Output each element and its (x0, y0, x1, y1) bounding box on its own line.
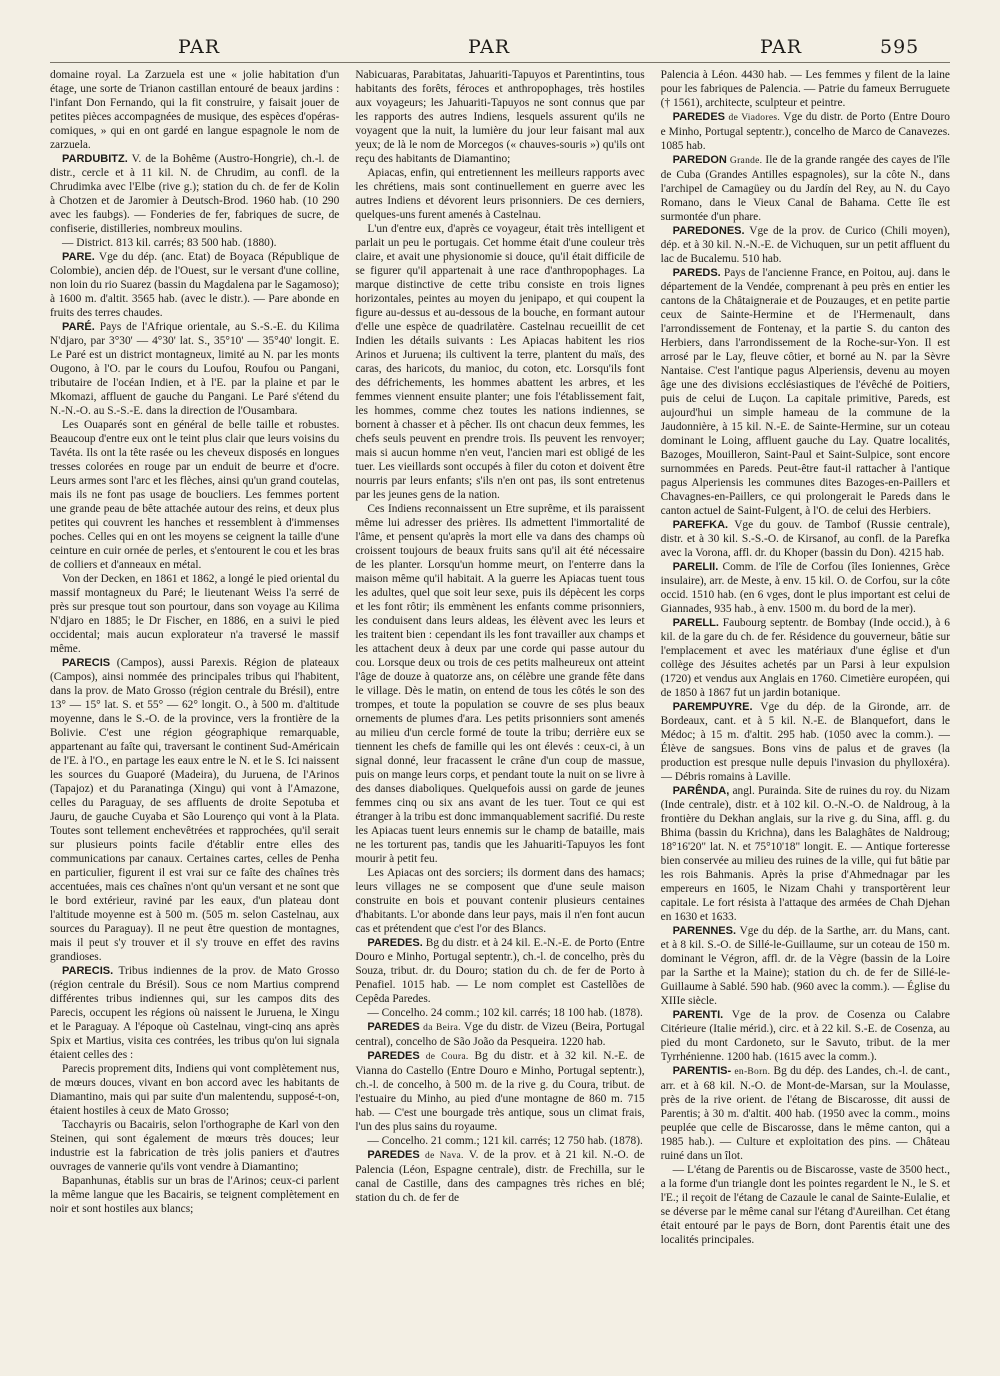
paragraph (50, 1118, 339, 1174)
entry-text: Les Ouaparés sont en général de belle taille et robustes. Beaucoup d'entre eux ont le teint plus clair que leurs voisins du Tavéta. Ils ont la tête rasée ou les cheveux disposés en longues tresses colorées en rouge par un enduit de beurre et d'ocre. Leurs armes sont l'arc et les flèches, ainsi qu'un grand coutelas, mais ils ne font pas usage de boucliers. Les femmes portent une grande peau de bête attachée autour des reins, et deux plus petites qui couvrent les hanches et ressemblent à d'immenses poches. Celles qui en ont les moyens se ceignent la taille d'une ceinture en cuir ornée de perles, et s'entourent le cou et les bras de colliers et d'anneaux en métal. (50, 419, 340, 571)
entry-text: — L'étang de Parentis ou de Biscarosse, vaste de 3500 hect., a la forme d'un triangle dont les pointes regardent le N., le S. et l'E.; il reçoit de l'étang de Cazaule le canal de Sainte-Eulalie, et se déverse par le même canal sur l'étang d'Aureilhan. Cet étang était entouré par le pays de Born, dont Parentis était une des localités principales. (660, 1164, 950, 1246)
dictionary-entry (661, 224, 950, 266)
entry-text: Vge du distr. de Porto (Entre Douro e Minho, Portugal septentr.), concelho de Marco de Canavezes. 1085 hab. (660, 111, 950, 152)
entry-text: Tribus indiennes de la prov. de Mato Grosso (région centrale du Brésil). Sous ce nom Martius comprend différentes tribus indiennes qui, sur les campos dits des Parecis, occupent les régions où naissent le Juruena, le Xingu et le Paraguay. A l'époque où Castelnau, vingt-cinq ans après Spix et Martius, visita ces contrées, les tribus qu'on lui signala étaient celles des : (50, 965, 340, 1061)
entry-text: Bg du distr. et à 32 kil. N.-E. de Vianna do Castello (Entre Douro e Minho, Portugal septentr.), ch.-l. de concelho, à 500 m. de la rive g. du Coura, tribut. de l'estuaire du Minho, au pied d'une montagne de 860 m. 715 hab. — C'est une bourgade très antique, sous un climat frais, l'un des plus sains du royaume. (355, 1050, 645, 1133)
paragraph (50, 68, 339, 152)
entry-text: Vge du dép. (anc. Etat) de Boyaca (République de Colombie), ancien dép. de l'Ouest, sur le versant d'une colline, non loin du rio Suarez (bassin du Magdalena par le Sagamoso); à 1600 m. d'altit. 3565 hab. (avec le distr.). — Pare abonde en fruits des terres chaudes. (50, 251, 340, 319)
entry-text: V. de la prov. et à 21 kil. N.-O. de Palencia (Léon, Espagne centrale), distr. de Frechilla, sur le canal de Castille, dans des campagnes très riches en blé; station du ch. de fer de (355, 1149, 645, 1204)
entry-text: Faubourg septentr. de Bombay (Inde occid.), à 6 kil. de la gare du ch. de fer. Résidence du gouverneur, bâtie sur l'emplacement et avec les matériaux d'une église et d'un collège des Jésuites achetés par un Parsi à leur expulsion (1720) et vendus aux Anglais en 1760. Cimetière européen, qui de 1850 à 1867 fut un jardin botanique. (660, 617, 950, 699)
running-head-left: PAR (178, 36, 221, 58)
entry-text: Vge du gouv. de Tambof (Russie centrale), distr. et à 30 kil. S.-S.-O. de Kirsanof, au confl. de la Parefka avec la Vorona, affl. dr. du Khoper (bassin du Don). 4215 hab. (660, 519, 950, 559)
dictionary-entry (355, 1148, 644, 1205)
entry-text: Les Apiacas ont des sorciers; ils dorment dans des hamacs; leurs villages ne se composent que d'une seule maison construite en bois et pouvant contenir plusieurs centaines d'habitants. L'or abonde dans leur pays, mais il n'en font aucun cas et prétendent que c'est l'or des Blancs. (355, 867, 645, 935)
entry-text: Parecis proprement dits, Indiens qui vont complètement nus, de mœurs douces, vivant en bon accord avec les habitants de Diamantino, mais qui par suite d'un malentendu, supposé-t-on, étaient hostiles à ceux de Mato Grosso; (50, 1063, 340, 1117)
entry-headword: PAREFKA. (672, 519, 729, 531)
dictionary-entry (661, 784, 950, 924)
entry-headword: PARDUBITZ. (62, 153, 128, 165)
dictionary-entry (355, 1020, 644, 1049)
column-right (661, 68, 950, 1358)
entry-headword: PARECIS. (62, 965, 114, 977)
entry-text: Comm. de l'île de Corfou (îles Ioniennes, Grèce insulaire), arr. de Meste, à env. 15 kil. O. de Corfou, sur la côte occid. 1510 hab. (en 6 vges, dont le plus important est celui de Giannades, 935 hab., à env. 1500 m. du bord de la mer). (660, 561, 950, 615)
paragraph (50, 1174, 339, 1216)
entry-text: Bg du dép. des Landes, ch.-l. de cant., arr. et à 68 kil. N.-O. de Mont-de-Marsan, sur la Moulasse, près de la rive orient. de l'étang de Biscarosse, dit aussi de Parentis; à 30 m. d'altit. 400 hab. (1950 avec la comm., moins peuplée que celle de Biscarosse, dans le même canton, qui a 1985 hab.). — Culture et exploitation des pins. — Château ruiné dans un îlot. (660, 1065, 950, 1162)
entry-text: L'un d'entre eux, d'après ce voyageur, était très intelligent et parlait un peu le portugais. Cet homme était d'une couleur très claire, et avait une physionomie si douce, qu'il était difficile de se figurer qu'il appartenait à une race d'anthropophages. La marque distinctive de cette tribu consiste en trois lignes horizontales, peintes au moyen du jenipapo, et qui coupent la figure au-dessus et au-dessous de la bouche, en formant autour d'elle une espèce de quadrilatère. Castelnau recueillit de cet Indien les détails suivants : Les Apiacas habitent les rios Arinos et Juruena; ils cultivent la terre, plantent du maïs, des caras, des haricots, du manioc, du coton, etc. Lorsqu'ils font des défrichements, les hommes abattent les arbres, et les femmes viennent ensuite planter; une fois l'établissement fait, les hommes, comme chez toutes les nations indiennes, se bornent à chasser et à pêcher. Ils ont chacun deux femmes, les chefs seuls peuvent en prendre trois. Ils peuvent les renvoyer; mais si aucun homme n'en veut, l'ancien mari est obligé de les tuer. Les vieillards sont occupés à filer du coton et doivent être nourris par leurs enfants; s'ils n'en ont pas, ils sont entretenus par les jeunes gens de la nation. (355, 223, 645, 501)
paragraph (355, 502, 644, 866)
dictionary-entry (661, 924, 950, 1008)
dictionary-entry (50, 656, 339, 964)
entry-headword: PAREDS. (672, 267, 721, 279)
column-left (50, 68, 339, 1358)
paragraph (355, 1006, 644, 1020)
entry-text: Pays de l'ancienne France, en Poitou, auj. dans le département de la Vendée, comprenant à peu près en entier les cantons de la Châtaigneraie et de Pouzauges, et en petite partie ceux de Sainte-Hermine et de l'Hermenault, dans l'arrondissement de Fontenay, et la partie S. du canton des Herbiers, dans l'arrondissement de la Roche-sur-Yon. Il est arrosé par le Lay, fleuve côtier, et borné au N. par la Sèvre Nantaise. C'est l'antique pagus Alperiensis, devenu au moyen âge une des divisions ecclésiastiques de l'évêché de Poitiers, puis de celui de Luçon. La capitale primitive, Pareds, est aujourd'hui un simple hameau de la commune de la Jaudonnière, à 15 kil. N.-E. de Sainte-Hermine, sur un coteau dominant le Loing, affluent gauche du Lay. Quatre localités, Bazoges, Mouilleron, Saint-Paul et Saint-Sulpice, sont encore surnommées en Pareds. Peut-être faut-il rattacher à l'antique pagus Alperiensis les communes dites Bazoges-en-Paillers et Chavagnes-en-Paillers, ce qui prolongerait le Pareds dans le canton actuel de Saint-Fulgent, à l'O. de celui des Herbiers. (660, 267, 950, 517)
entry-headword: PAREDES (672, 111, 726, 123)
dictionary-entry (355, 1049, 644, 1134)
dictionary-entry (661, 266, 950, 518)
paragraph (355, 866, 644, 936)
entry-text: — Concelho. 21 comm.; 121 kil. carrés; 12 750 hab. (1878). (367, 1135, 643, 1147)
entry-headword: PAREDES (367, 1021, 420, 1033)
entry-text: Bapanhunas, établis sur un bras de l'Arinos; ceux-ci parlent la même langue que les Bacairis, se teignent complètement en noir et sont hostiles aux blancs; (50, 1175, 340, 1215)
entry-text: Nabicuaras, Parabitatas, Jahuariti-Tapuyos et Parentintins, tous habitants des forêts, féroces et anthropophages, très hostiles aux voyageurs; les Jahuariti-Tapuyos ne sont connus que par les rapports des autres Indiens, lesquels assurent qu'ils ne voyagent que la nuit, la lumière du jour leur faisant mal aux yeux; de là le nom de Morcegos (« chauves-souris ») qu'ils ont reçu des habitants de Diamantino; (355, 69, 645, 165)
entry-headword: PAREDONES. (672, 225, 745, 237)
running-head-center: PAR (468, 36, 511, 58)
entry-headword: PARECIS (62, 657, 111, 669)
entry-text: Apiacas, enfin, qui entretiennent les meilleurs rapports avec les chrétiens, mais sont continuellement en guerre avec les autres Indiens et dévorent leurs prisonniers. De ces derniers, quelques-uns furent amenés à Castelnau. (355, 167, 645, 221)
page-number: 595 (880, 36, 920, 58)
paragraph (661, 1163, 950, 1247)
entry-headword: PAREMPUYRE. (672, 701, 753, 713)
dictionary-entry (355, 936, 644, 1006)
entry-text: Bg du distr. et à 24 kil. E.-N.-E. de Porto (Entre Douro e Minho, Portugal septentr.), ch.-l. de concelho, près du Souza, tribut. dr. du Douro; station du ch. de fer de Porto à Penafiel. 1015 hab. — Le nom complet est Castellões de Cepêda Paredes. (355, 937, 645, 1005)
entry-headword: PAREDON (672, 154, 727, 166)
entry-text: Vge de la prov. de Curico (Chili moyen), dép. et à 30 kil. N.-N.-E. de Vichuquen, sur un petit affluent du lac de Bucalemu. 510 hab. (660, 225, 950, 265)
dictionary-entry (50, 320, 339, 418)
header-rule (50, 62, 950, 63)
entry-qualifier: da Beira. (423, 1023, 461, 1033)
paragraph (50, 1062, 339, 1118)
entry-headword: PARÉ. (62, 321, 95, 333)
entry-headword: PAREDES. (367, 937, 423, 949)
entry-text: V. de la Bohême (Austro-Hongrie), ch.-l. de distr., cercle et à 11 kil. N. de Chrudim, au confl. de la Chrudimka avec l'Elbe (rive g.); station du ch. de fer de Kolin à Chotzen et de Jaromier à Deutsch-Brod. 1960 hab. (10 290 avec les faubgs). — Fonderies de fer, fabriques de sucre, de confiserie, distilleries, nombreux moulins. (50, 153, 340, 235)
entry-qualifier: de Viadores. (728, 113, 781, 123)
entry-headword: PARE. (62, 251, 95, 263)
paragraph (355, 222, 644, 502)
paragraph (661, 68, 950, 110)
entry-headword: PARELL. (672, 617, 719, 629)
paragraph (50, 572, 339, 656)
entry-text: Vge du distr. de Vizeu (Beira, Portugal central), concelho de São João da Pesqueira. 1220 hab. (355, 1021, 645, 1048)
entry-text: Ile de la grande rangée des cayes de l'île de Cuba (Grandes Antilles espagnoles), sur la côte N., dans l'archipel de Camagüey ou du Jardín del Rey, au N. du Cayo Romano, dans le Vieux Canal de Bahama. Cette île est surmontée d'un phare. (660, 154, 950, 223)
dictionary-entry (50, 250, 339, 320)
text-columns (50, 68, 950, 1358)
entry-headword: PARENTI. (672, 1009, 724, 1021)
entry-headword: PARÊNDA, (672, 785, 730, 797)
entry-qualifier: en-Born. (734, 1067, 771, 1077)
entry-headword: PARENTIS- (672, 1065, 732, 1077)
paragraph (355, 68, 644, 166)
paragraph (355, 1134, 644, 1148)
entry-text: Von der Decken, en 1861 et 1862, a longé le pied oriental du massif montagneux du Paré; le lieutenant Weiss l'a serré de près sur presque tout son pourtour, dans son voyage au Kilima N'djaro en 1885; le Dr Fischer, en 1886, en a suivi le pied occidental; mais aucun explorateur n'a traversé le massif même. (50, 573, 340, 655)
dictionary-entry (661, 1008, 950, 1064)
dictionary-entry (661, 700, 950, 784)
entry-text: Tacchayris ou Bacairis, selon l'orthographe de Karl von den Steinen, qui sont également de mœurs très douces; leur industrie est la fabrication de très jolis paniers et d'autres ouvrages de vannerie qu'ils vont vendre à Diamantino; (50, 1119, 340, 1173)
entry-text: domaine royal. La Zarzuela est une « jolie habitation d'un étage, une sorte de Trianon castillan entouré de beaux jardins : l'infant Don Fernando, qui la fit construire, y faisait jouer de petites pièces accompagnées de musique, des espèces d'opéras-comiques, » qui en ont gardé en langue espagnole le nom de zarzuela. (50, 69, 340, 151)
entry-text: Vge de la prov. de Cosenza ou Calabre Citérieure (Italie mérid.), circ. et à 22 kil. S.-E. de Cosenza, au pied du mont Cardoneto, sur le Savuto, tribut. de la mer Tyrrhénienne. 1200 hab. (1615 avec la comm.). (660, 1009, 950, 1063)
entry-headword: PAREDES (367, 1149, 420, 1161)
entry-text: Vge du dép. de la Sarthe, arr. du Mans, cant. et à 8 kil. S.-O. de Sillé-le-Guillaume, sur un coteau de 150 m. dominant le Végron, affl. dr. de la Vègre (bassin de la Loire par la Sarthe et la Maine); station du ch. de fer de Sillé-le-Guillaume à Sablé. 590 hab. (960 avec la comm.). — Église du XIIIe siècle. (660, 925, 950, 1007)
paragraph (355, 166, 644, 222)
entry-text: Vge du dép. de la Gironde, arr. de Bordeaux, cant. et à 5 kil. N.-E. de Blanquefort, dans le Médoc; à 15 m. d'altit. 295 hab. (1050 avec la comm.). — Élève de sangsues. Bons vins de palus et de graves (la production est presque nulle depuis l'invasion du phylloxéra). — Débris romains à Laville. (660, 701, 950, 783)
entry-text: — Concelho. 24 comm.; 102 kil. carrés; 18 100 hab. (1878). (367, 1007, 643, 1019)
entry-headword: PARENNES. (672, 925, 737, 937)
running-head-right: PAR (760, 36, 803, 58)
dictionary-entry (50, 964, 339, 1062)
dictionary-entry (661, 560, 950, 616)
entry-text: angl. Purainda. Site de ruines du roy. du Nizam (Inde centrale), distr. et à 102 kil. O.-N.-O. de Naldroug, à la frontière du Dekhan anglais, sur la rive g. du Sina, affl. g. du Bhima (bassin du Krichna), dans les Balaghâtes de Naldroug; 18°16'20" lat. N. et 75°10'18" longit. E. — Antique forteresse bien conservée au milieu des ruines de la ville, qui fut bâtie par les rois Bahmanis. Après la prise d'Ahmednagar par les empereurs en 1605, le Nizam Chahi y transportèrent leur capitale. Le fort résista à l'attaque des armées de Chah Djehan en 1630 et 1633. (660, 785, 950, 923)
entry-text: Pays de l'Afrique orientale, au S.-S.-E. du Kilima N'djaro, par 3°30' — 4°30' lat. S., 35°10' — 35°40' longit. E. Le Paré est un district montagneux, limité au N. par les monts Ougono, à l'O. par le cours du Loufou, Roufou ou Pangani, tributaire de l'océan Indien, et à l'E. par la plaine et par le Mkomazi, affluent de gauche du Pangani. Le Paré s'étend du N.-N.-O. au S.-S.-E. dans la direction de l'Ousambara. (50, 321, 340, 417)
entry-qualifier: de Coura. (425, 1052, 469, 1062)
entry-text: Ces Indiens reconnaissent un Etre suprême, et ils paraissent même lui adresser des prières. Ils admettent l'immortalité de l'âme, et pensent qu'après la mort elle va dans des champs où croissent toujours de beaux fruits sans qu'il ait été nécessaire de les planter. Lorsqu'un homme meurt, on l'enterre dans la maison même qu'il habitait. A la guerre les Apiacas tuent tous les adultes, quel que soit leur sexe, puis ils dépècent les corps et les font rôtir; ils emmènent les enfants comme prisonniers, les conduisent dans leurs aldeas, les élèvent avec les leurs et les traitent bien : cependant ils les font travailler aux champs et les attachent deux à deux par une corde qui passe autour du cou. Lorsque deux ou trois de ces petits malheureux ont atteint l'âge de douze à quatorze ans, on célèbre une grande fête dans le village. Dès le matin, on entend de tous les côtés le son des trompes, et toute la population se couvre de ses plus beaux ornements de plumes d'ara. Les petits prisonniers sont amenés au milieu d'un cercle formé de toute la tribu; derrière eux se tiennent les chefs de famille qui les ont élevés : ceux-ci, à un signal donné, leur fracassent le crâne d'un coup de massue, puis on mange leurs corps, et pendant toute la nuit on se livre à des danses diaboliques. Quelquefois aussi on garde de jeunes femmes cinq ou six ans avant de les tuer. Tout ce qui est étranger à la tribu est donc immanquablement sacrifié. Du reste les Apiacas tuent leurs ennemis sur le champ de bataille, mais ne les torturent pas, tandis que les Jahuariti-Tapuyos les font mourir à petit feu. (355, 503, 645, 865)
entry-text: (Campos), aussi Parexis. Région de plateaux (Campos), ainsi nommée des principales tribus qui l'habitent, dans la prov. de Mato Grosso (région centrale du Brésil), entre 13° — 15° lat. S. et 55° — 62° longit. O., à 500 m. d'altitude moyenne, dans le S.-O. de la province, vers la frontière de la Bolivie. C'est une région géographique remarquable, appartenant au faîte qui, traversant le continent Sud-Américain de l'E. à l'O., en partage les eaux entre le N. et le S. Ici naissent les sources du Guaporé (Madeira), du Juruena, de l'Arinos (Tapajoz) et du Paranatinga (Xingu) qui vont à l'Amazone, celles du Paraguay, de ses affluents de droite Sepotuba et Jauru, de gauche Cuyaba et São Lourenço qui vont à la Plata. Toutes sont tellement enchevêtrées et rapprochées, qu'il serait sur plusieurs points facile d'établir entre elles des communications par canaux. Certaines cartes, celles de Penha en particulier, figurent il est vrai sur ce faîte des chaînes très accentuées, mais ces chaînes n'ont qu'un versant et ne sont que le bord extérieur, raviné par les eaux, d'un plateau dont l'altitude moyenne est à 500 m. (505 m. selon Castelnau, aux sources du Paraguay). Il ne peut être question de montagnes, mais il peut s'y trouver et il s'y trouve en effet des ravins grandioses. (50, 657, 340, 963)
column-middle (355, 68, 644, 1358)
entry-text: Palencia à Léon. 4430 hab. — Les femmes y filent de la laine pour les fabriques de Palencia. — Patrie du fameux Berruguete († 1561), architecte, sculpteur et peintre. (660, 69, 950, 109)
dictionary-entry (661, 518, 950, 560)
entry-headword: PARELII. (672, 561, 719, 573)
dictionary-entry (50, 152, 339, 236)
paragraph (50, 236, 339, 250)
dictionary-entry (661, 110, 950, 153)
dictionary-entry (661, 1064, 950, 1163)
entry-qualifier: de Nava. (425, 1151, 464, 1161)
entry-headword: PAREDES (367, 1050, 420, 1062)
dictionary-entry (661, 616, 950, 700)
entry-text: — District. 813 kil. carrés; 83 500 hab. (1880). (62, 237, 277, 249)
dictionary-entry (661, 153, 950, 224)
entry-qualifier: Grande. (729, 156, 763, 166)
paragraph (50, 418, 339, 572)
